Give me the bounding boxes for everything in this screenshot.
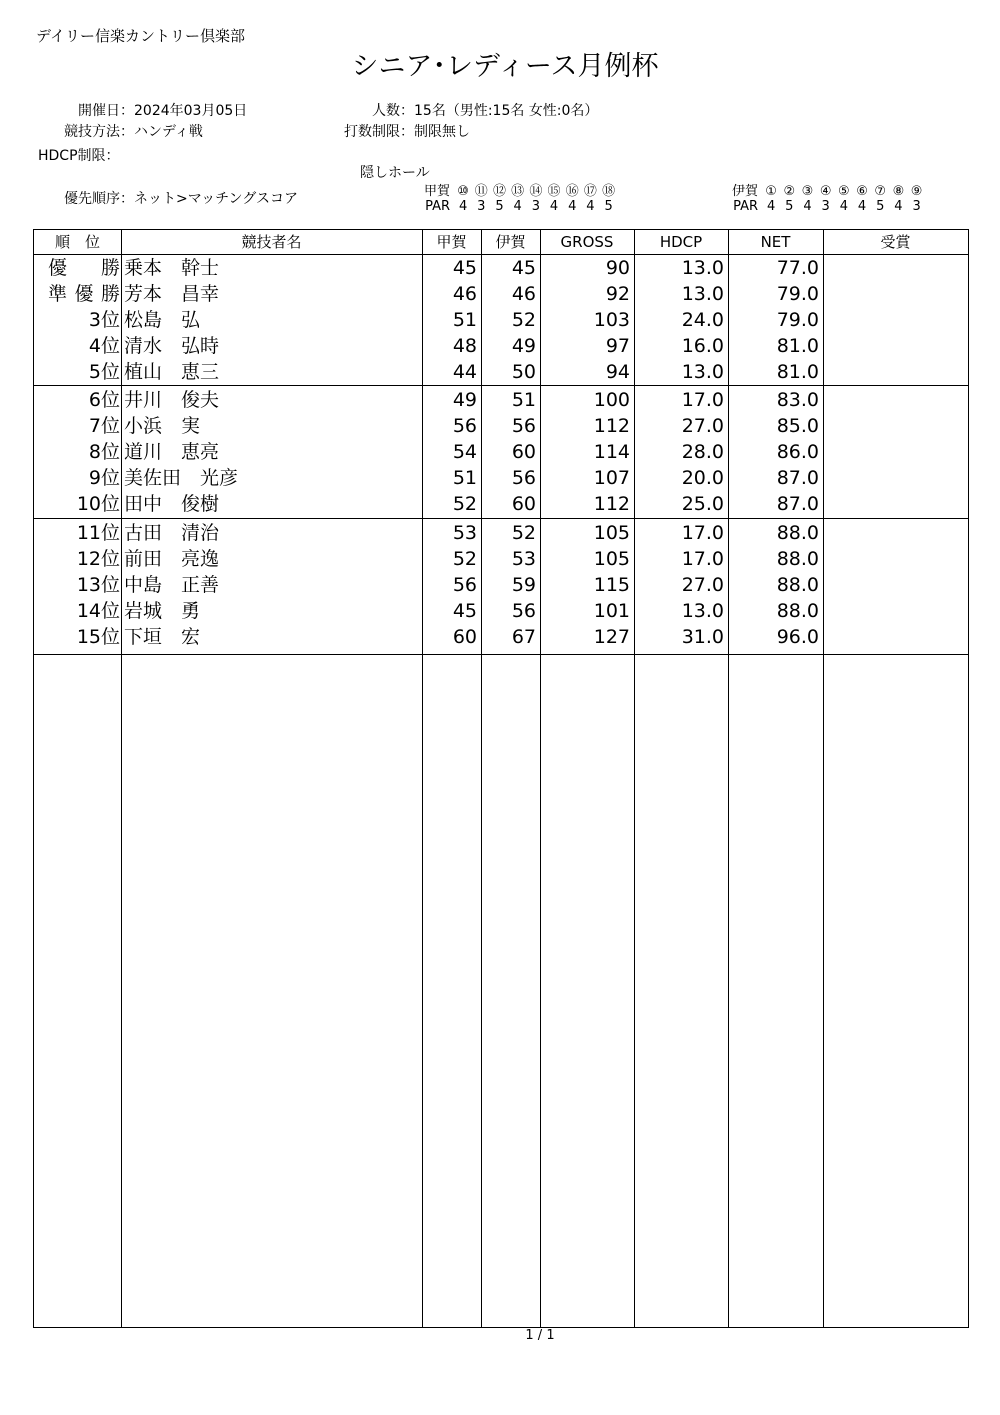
rank-cell: 3位 [88,309,120,331]
rank-cell: 14位 [76,600,120,622]
header-award: 受賞 [880,233,911,251]
gross-cell: 127 [593,626,630,648]
table-row [34,624,968,650]
player-name-cell: 中島 正善 [124,574,220,596]
player-name-cell: 下垣 宏 [124,626,201,648]
iga-hidden-hole: ① [765,184,777,199]
table-row [34,546,968,572]
player-name-cell: 植山 恵三 [124,361,220,383]
net-cell: 96.0 [776,626,819,648]
iga-hole-par: 4 [766,199,776,214]
player-name-cell: 田中 俊樹 [124,493,220,515]
koga-par-label: PAR [425,199,450,214]
table-row [34,333,968,359]
meta-hdcp-limit-label: HDCP制限： [38,148,120,164]
iga-hidden-hole: ② [783,184,796,199]
header-koga: 甲賀 [436,233,467,251]
koga-hole-par: 3 [531,199,540,214]
koga-cell: 45 [452,600,477,622]
iga-cell: 60 [511,493,536,515]
hdcp-cell: 28.0 [681,441,724,463]
table-row [34,359,968,385]
hdcp-cell: 17.0 [681,548,724,570]
rank-cell: 12位 [76,548,120,570]
koga-cell: 53 [452,522,477,544]
table-row [34,572,968,598]
hdcp-cell: 13.0 [681,257,724,279]
koga-cell: 51 [452,309,477,331]
koga-hole-par: 4 [458,199,468,214]
iga-cell: 56 [511,415,536,437]
net-cell: 87.0 [776,493,819,515]
table-row [34,520,968,546]
results-table [33,229,969,1328]
koga-hole-par: 5 [495,199,504,214]
iga-cell: 52 [511,522,536,544]
rank-cell: 準優勝 [48,283,120,305]
meta-people-label: 人数： [372,103,414,119]
gross-cell: 97 [605,335,630,357]
iga-hole-par: 3 [821,199,830,214]
meta-method-value: ハンディ戦 [134,124,203,140]
rank-cell: 5位 [88,361,120,383]
table-row [34,307,968,333]
rank-cell: 4位 [88,335,120,357]
iga-hole-par: 5 [785,199,794,214]
koga-cell: 52 [452,493,477,515]
iga-hole-list [762,184,926,199]
iga-par-label: PAR [733,199,758,214]
player-name-cell: 道川 恵亮 [124,441,220,463]
iga-hole-par: 5 [876,199,885,214]
hdcp-cell: 20.0 [681,467,724,489]
gross-cell: 112 [593,415,630,437]
iga-cell: 56 [511,467,536,489]
gross-cell: 115 [593,574,630,596]
koga-hole-par: 4 [549,199,559,214]
iga-hole-par: 4 [803,199,812,214]
iga-cell: 52 [511,309,536,331]
player-name-cell: 芳本 昌幸 [124,283,220,305]
koga-hidden-hole: ⑪ [474,184,488,199]
koga-hole-par: 4 [568,199,577,214]
header-gross: GROSS [560,233,614,251]
iga-hidden-holes [724,180,926,214]
rank-cell: 15位 [76,626,120,648]
iga-cell: 56 [511,600,536,622]
hdcp-cell: 17.0 [681,522,724,544]
header-hdcp: HDCP [659,233,703,251]
net-cell: 87.0 [776,467,819,489]
meta-stroke-limit-value: 制限無し [414,124,470,140]
koga-cell: 54 [452,441,477,463]
net-cell: 88.0 [776,548,819,570]
hidden-holes-title: 隠しホール [360,165,430,181]
koga-hidden-hole: ⑩ [457,184,469,199]
rank-cell: 6位 [88,389,120,411]
net-cell: 88.0 [776,522,819,544]
table-row [34,465,968,491]
net-cell: 83.0 [776,389,819,411]
hdcp-cell: 27.0 [681,415,724,437]
meta-method [36,121,203,141]
iga-cell: 46 [511,283,536,305]
hdcp-cell: 13.0 [681,361,724,383]
header-rank: 順 位 [54,233,100,251]
rank-cell: 8位 [88,441,120,463]
iga-cell: 45 [511,257,536,279]
meta-people-value: 15名（男性:15名 女性:0名） [414,103,599,119]
meta-priority-value: ネット>マッチングスコア [134,191,299,207]
iga-hole-par: 4 [839,199,848,214]
koga-hidden-hole: ⑬ [511,184,525,199]
rank-cell: 11位 [76,522,120,544]
hdcp-cell: 16.0 [681,335,724,357]
iga-hidden-hole: ⑥ [856,184,868,199]
koga-hidden-hole: ⑯ [565,184,579,199]
table-row [34,387,968,413]
header-iga: 伊賀 [495,233,526,251]
hdcp-cell: 17.0 [681,389,724,411]
gross-cell: 112 [593,493,630,515]
gross-cell: 105 [593,548,630,570]
net-cell: 85.0 [776,415,819,437]
iga-cell: 67 [511,626,536,648]
koga-cell: 51 [452,467,477,489]
club-name: デイリー信楽カントリー倶楽部 [36,27,245,45]
header-name: 競技者名 [241,233,302,251]
gross-cell: 101 [593,600,630,622]
table-row [34,281,968,307]
meta-stroke-limit-label: 打数制限： [344,124,414,140]
meta-method-label: 競技方法： [64,124,134,140]
koga-hidden-hole: ⑮ [547,184,561,199]
koga-cell: 60 [452,626,477,648]
net-cell: 81.0 [776,361,819,383]
table-row [34,255,968,281]
meta-priority [36,188,298,208]
gross-cell: 92 [605,283,630,305]
koga-cell: 46 [452,283,477,305]
net-cell: 77.0 [776,257,819,279]
page-title: シニア･レディース月例杯 [351,51,659,82]
koga-cell: 56 [452,415,477,437]
iga-hidden-hole: ⑦ [874,184,887,199]
gross-cell: 105 [593,522,630,544]
table-row [34,598,968,624]
table-row [34,491,968,517]
gross-cell: 103 [593,309,630,331]
gross-cell: 100 [593,389,630,411]
hdcp-cell: 31.0 [681,626,724,648]
iga-hidden-hole: ⑤ [838,184,850,199]
koga-cell: 44 [452,361,477,383]
net-cell: 79.0 [776,283,819,305]
koga-cell: 48 [452,335,477,357]
koga-hidden-holes [416,180,618,214]
net-cell: 88.0 [776,600,819,622]
iga-hole-par: 4 [894,199,903,214]
koga-course-label: 甲賀 [423,184,450,199]
rank-cell: 10位 [76,493,120,515]
rank-cell: 9位 [88,467,120,489]
iga-cell: 60 [511,441,536,463]
koga-hidden-hole: ⑱ [602,184,616,199]
koga-hole-par: 5 [604,199,613,214]
iga-par-list [762,199,926,214]
meta-priority-label: 優先順序： [64,191,134,207]
meta-date-label: 開催日： [78,103,134,119]
koga-hole-par: 3 [477,199,486,214]
player-name-cell: 乗本 幹士 [124,257,220,279]
net-cell: 86.0 [776,441,819,463]
iga-cell: 49 [511,335,536,357]
iga-cell: 50 [511,361,536,383]
meta-hdcp-limit [38,145,120,165]
hdcp-cell: 13.0 [681,283,724,305]
gross-cell: 90 [605,257,630,279]
gross-cell: 94 [605,361,630,383]
net-cell: 88.0 [776,574,819,596]
iga-cell: 53 [511,548,536,570]
iga-hidden-hole: ⑨ [910,184,923,199]
koga-par-list [454,199,618,214]
gross-cell: 114 [593,441,630,463]
meta-stroke-limit [320,121,470,141]
meta-date [36,100,247,120]
hdcp-cell: 24.0 [681,309,724,331]
player-name-cell: 美佐田 光彦 [124,467,239,489]
koga-cell: 56 [452,574,477,596]
hdcp-cell: 27.0 [681,574,724,596]
iga-hidden-hole: ③ [801,184,814,199]
rank-cell: 7位 [88,415,120,437]
meta-date-value: 2024年03月05日 [134,103,248,119]
player-name-cell: 清水 弘時 [124,335,220,357]
koga-hole-list [454,184,618,199]
koga-hidden-hole: ⑫ [492,184,506,199]
table-row [34,439,968,465]
iga-hidden-hole: ⑧ [892,184,905,199]
koga-hole-par: 4 [513,199,522,214]
gross-cell: 107 [593,467,630,489]
koga-hidden-hole: ⑭ [529,184,543,199]
net-cell: 79.0 [776,309,819,331]
iga-course-label: 伊賀 [731,184,758,199]
koga-cell: 49 [452,389,477,411]
rank-cell: 13位 [76,574,120,596]
table-row [34,413,968,439]
iga-cell: 59 [511,574,536,596]
iga-hole-par: 4 [857,199,867,214]
hdcp-cell: 25.0 [681,493,724,515]
koga-hole-par: 4 [586,199,595,214]
hdcp-cell: 13.0 [681,600,724,622]
rank-cell: 優勝 [48,257,120,279]
koga-hidden-hole: ⑰ [583,184,597,199]
header-net: NET [760,233,791,251]
player-name-cell: 小浜 実 [124,415,201,437]
meta-people [320,100,598,120]
player-name-cell: 前田 亮逸 [124,548,220,570]
player-name-cell: 井川 俊夫 [124,389,220,411]
player-name-cell: 古田 清治 [124,522,220,544]
koga-cell: 45 [452,257,477,279]
iga-hole-par: 3 [912,199,921,214]
net-cell: 81.0 [776,335,819,357]
iga-cell: 51 [511,389,536,411]
iga-hidden-hole: ④ [819,184,832,199]
koga-cell: 52 [452,548,477,570]
page-number: 1 / 1 [525,1328,555,1343]
player-name-cell: 岩城 勇 [124,600,201,622]
player-name-cell: 松島 弘 [124,309,201,331]
